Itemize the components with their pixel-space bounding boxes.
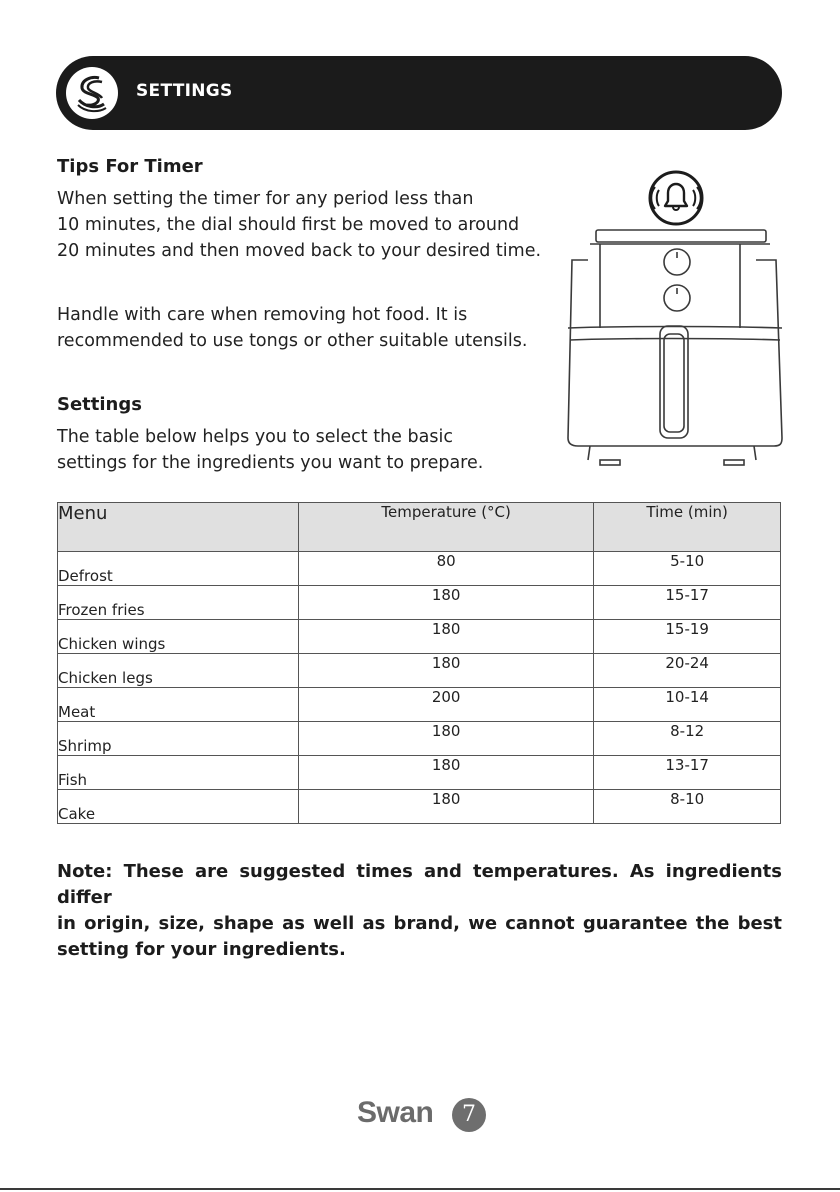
time-cell: 20-24 — [594, 654, 781, 688]
table-header-row — [58, 503, 781, 552]
text-line: 10 minutes, the dial should first be moved to around — [57, 215, 520, 235]
time-cell: 10-14 — [594, 688, 781, 722]
column-header-menu: Menu — [58, 503, 299, 552]
time-cell: 15-19 — [594, 620, 781, 654]
note-line: setting for your ingredients. — [57, 939, 346, 960]
swan-logo-icon — [66, 67, 118, 119]
text-line: The table below helps you to select the basic — [57, 427, 453, 447]
column-header-temperature: Temperature (°C) — [299, 503, 594, 552]
time-cell: 8-12 — [594, 722, 781, 756]
table-row — [58, 620, 781, 654]
food-name-cell: Shrimp — [58, 722, 299, 756]
food-name-cell: Chicken wings — [58, 620, 299, 654]
food-name-cell: Frozen fries — [58, 586, 299, 620]
food-name-cell: Fish — [58, 756, 299, 790]
food-name-cell: Meat — [58, 688, 299, 722]
table-row — [58, 756, 781, 790]
table-row — [58, 688, 781, 722]
column-header-time: Time (min) — [594, 503, 781, 552]
table-row — [58, 722, 781, 756]
temperature-cell: 180 — [299, 654, 594, 688]
note-line: Note: These are suggested times and temperatures. As ingredients differ — [57, 861, 782, 908]
temperature-cell: 180 — [299, 722, 594, 756]
brand-logo: Swan — [357, 1096, 434, 1129]
time-cell: 15-17 — [594, 586, 781, 620]
food-name-cell: Defrost — [58, 552, 299, 586]
text-line: recommended to use tongs or other suitable utensils. — [57, 331, 528, 351]
food-name-cell: Cake — [58, 790, 299, 824]
handle-tip-text — [57, 302, 527, 354]
text-line: 20 minutes and then moved back to your desired time. — [57, 241, 542, 261]
timer-tips-text — [57, 186, 541, 264]
timer-tips-heading: Tips For Timer — [57, 156, 203, 177]
time-cell: 13-17 — [594, 756, 781, 790]
temperature-cell: 180 — [299, 586, 594, 620]
table-row — [58, 790, 781, 824]
temperature-cell: 180 — [299, 790, 594, 824]
time-cell: 8-10 — [594, 790, 781, 824]
temperature-cell: 80 — [299, 552, 594, 586]
page-number: 7 — [452, 1098, 486, 1132]
temperature-cell: 180 — [299, 620, 594, 654]
bell-alarm-icon — [650, 172, 702, 224]
table-row — [58, 586, 781, 620]
settings-table — [57, 502, 781, 824]
food-name-cell: Chicken legs — [58, 654, 299, 688]
text-line: When setting the timer for any period less than — [57, 189, 474, 209]
settings-heading: Settings — [57, 394, 142, 415]
note-line: in origin, size, shape as well as brand, we cannot guarantee the best — [57, 913, 782, 934]
table-row — [58, 552, 781, 586]
temperature-cell: 200 — [299, 688, 594, 722]
page-title: SETTINGS — [136, 81, 233, 101]
disclaimer-note — [57, 859, 782, 963]
settings-intro-text — [57, 424, 483, 476]
air-fryer-illustration — [560, 168, 784, 473]
bottom-divider — [0, 1188, 840, 1190]
time-cell: 5-10 — [594, 552, 781, 586]
text-line: settings for the ingredients you want to prepare. — [57, 453, 484, 473]
table-row — [58, 654, 781, 688]
text-line: Handle with care when removing hot food. It is — [57, 305, 468, 325]
header-bar — [56, 56, 782, 130]
temperature-cell: 180 — [299, 756, 594, 790]
